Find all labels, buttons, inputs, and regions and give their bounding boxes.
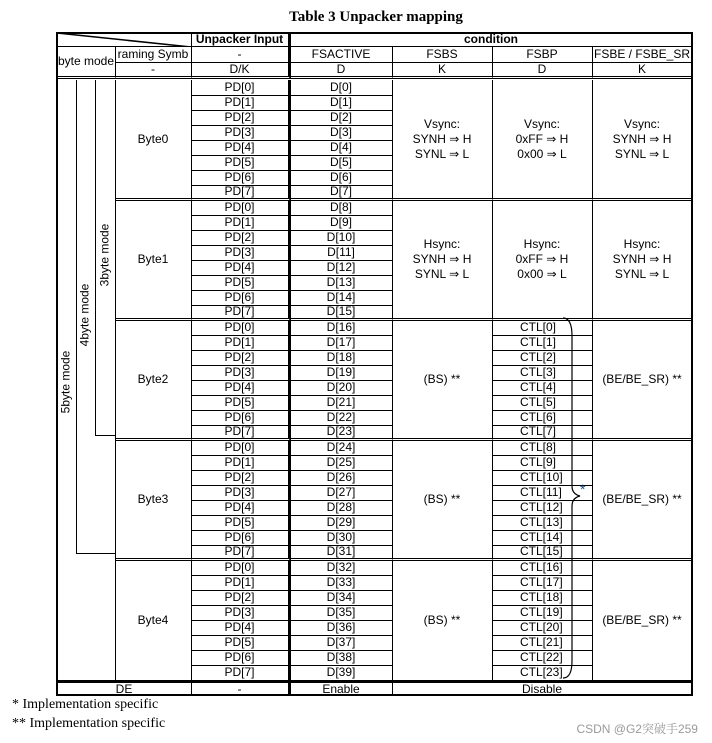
ctl-brace-icon	[562, 316, 592, 686]
fsbe-text: Vsync:	[623, 116, 660, 131]
d-cell: D[37]	[290, 635, 393, 651]
pd-cell: PD[5]	[191, 395, 291, 411]
header-framing-fsbe: FSBE / FSBE_SR	[592, 46, 693, 63]
header-framing-input: -	[191, 46, 291, 63]
header-type-symbol: -	[115, 62, 192, 79]
fsbp-text: Vsync:	[523, 116, 560, 131]
d-cell: D[10]	[290, 230, 393, 246]
ctl-cell: CTL[1]	[492, 335, 593, 351]
d-cell: D[29]	[290, 515, 393, 531]
pd-cell: PD[0]	[191, 80, 291, 96]
d-cell: D[5]	[290, 155, 393, 171]
d-cell: D[38]	[290, 650, 393, 666]
ctl-cell: CTL[20]	[492, 620, 593, 636]
diagonal-line	[57, 33, 191, 47]
fsbp-text: 0x00 ⇒ L	[517, 146, 567, 161]
ctl-cell: CTL[3]	[492, 365, 593, 381]
d-cell: D[0]	[290, 80, 393, 96]
mode-end-4byte	[76, 553, 115, 554]
header-type-fsactive: D	[290, 62, 393, 79]
d-cell: D[19]	[290, 365, 393, 381]
header-type-fsbs: K	[392, 62, 493, 79]
d-cell: D[28]	[290, 500, 393, 516]
pd-cell: PD[6]	[191, 290, 291, 306]
fsbs-text: (BS) **	[423, 371, 461, 386]
header-framing-fsbs: FSBS	[392, 46, 493, 63]
ctl-note-asterisk: *	[580, 481, 586, 497]
ctl-cell: CTL[5]	[492, 395, 593, 411]
fsbs-cell	[392, 200, 493, 321]
pd-cell: PD[3]	[191, 365, 291, 381]
ctl-cell: CTL[22]	[492, 650, 593, 666]
d-cell: D[17]	[290, 335, 393, 351]
fsbe-cell	[592, 320, 693, 441]
ctl-cell: CTL[17]	[492, 575, 593, 591]
header-type-fsbp: D	[492, 62, 593, 79]
header-framing-fsactive: FSACTIVE	[290, 46, 393, 63]
fsbe-text: (BE/BE_SR) **	[602, 371, 682, 386]
fsbe-text: (BE/BE_SR) **	[602, 612, 682, 627]
fsbs-text: (BS) **	[423, 612, 461, 627]
ctl-cell: CTL[8]	[492, 440, 593, 456]
pd-cell: PD[7]	[191, 305, 291, 321]
fsbp-text: 0x00 ⇒ L	[517, 266, 567, 281]
d-cell: D[20]	[290, 380, 393, 396]
header-type-input: D/K	[191, 62, 291, 79]
de-fsactive: Enable	[290, 680, 393, 696]
pd-cell: PD[5]	[191, 635, 291, 651]
header-unpacker-input: Unpacker Input	[191, 33, 291, 47]
fsbs-text: SYNH ⇒ H	[412, 131, 472, 146]
d-cell: D[4]	[290, 140, 393, 156]
fsbs-text: SYNL ⇒ L	[414, 146, 470, 161]
d-cell: D[22]	[290, 410, 393, 426]
d-cell: D[8]	[290, 200, 393, 216]
pd-cell: PD[0]	[191, 560, 291, 576]
fsbs-text: SYNH ⇒ H	[412, 251, 472, 266]
d-cell: D[26]	[290, 470, 393, 486]
ctl-cell: CTL[7]	[492, 425, 593, 441]
pd-cell: PD[0]	[191, 320, 291, 336]
pd-cell: PD[1]	[191, 335, 291, 351]
mode-divider-byte	[115, 80, 116, 680]
fsbp-cell	[492, 200, 593, 321]
d-cell: D[24]	[290, 440, 393, 456]
d-cell: D[30]	[290, 530, 393, 546]
pd-cell: PD[4]	[191, 260, 291, 276]
ctl-cell: CTL[10]	[492, 470, 593, 486]
pd-cell: PD[3]	[191, 125, 291, 141]
d-cell: D[35]	[290, 605, 393, 621]
fsbe-text: Hsync:	[623, 236, 661, 251]
byte-label-cell: Byte0	[115, 80, 192, 201]
d-cell: D[18]	[290, 350, 393, 366]
ctl-cell: CTL[2]	[492, 350, 593, 366]
pd-cell: PD[5]	[191, 155, 291, 171]
pd-cell: PD[4]	[191, 500, 291, 516]
ctl-cell: CTL[15]	[492, 545, 593, 561]
header-diagonal-cell	[57, 33, 192, 47]
d-cell: D[7]	[290, 185, 393, 201]
d-cell: D[14]	[290, 290, 393, 306]
d-cell: D[1]	[290, 95, 393, 111]
header-type-fsbe: K	[592, 62, 693, 79]
pd-cell: PD[5]	[191, 515, 291, 531]
d-cell: D[25]	[290, 455, 393, 471]
fsbs-cell	[392, 560, 493, 681]
ctl-cell: CTL[14]	[492, 530, 593, 546]
fsbs-text: SYNL ⇒ L	[414, 266, 470, 281]
d-cell: D[15]	[290, 305, 393, 321]
footnote-2: ** Implementation specific	[12, 716, 166, 731]
pd-cell: PD[2]	[191, 590, 291, 606]
d-cell: D[36]	[290, 620, 393, 636]
ctl-cell: CTL[16]	[492, 560, 593, 576]
ctl-cell: CTL[23]	[492, 665, 593, 681]
fsbs-cell	[392, 80, 493, 201]
fsbe-cell	[592, 440, 693, 561]
fsbp-cell	[492, 80, 593, 201]
de-disable: Disable	[392, 680, 693, 696]
ctl-cell: CTL[4]	[492, 380, 593, 396]
mode-divider-3byte	[95, 80, 96, 435]
fsbe-cell	[592, 200, 693, 321]
d-cell: D[33]	[290, 575, 393, 591]
ctl-cell: CTL[11]	[492, 485, 593, 501]
fsbp-text: 0xFF ⇒ H	[515, 131, 569, 146]
de-input: -	[191, 680, 291, 696]
pd-cell: PD[6]	[191, 650, 291, 666]
header-framing-symbol: raming Symb	[115, 46, 192, 63]
fsbe-text: (BE/BE_SR) **	[602, 491, 682, 506]
pd-cell: PD[1]	[191, 575, 291, 591]
d-cell: D[13]	[290, 275, 393, 291]
header-byte-mode: byte mode	[57, 46, 116, 79]
d-cell: D[34]	[290, 590, 393, 606]
pd-cell: PD[7]	[191, 185, 291, 201]
fsbs-text: (BS) **	[423, 491, 461, 506]
label-4byte-mode: 4byte mode	[77, 283, 92, 347]
watermark: CSDN @G2突破手259	[576, 722, 698, 736]
pd-cell: PD[7]	[191, 665, 291, 681]
ctl-cell: CTL[19]	[492, 605, 593, 621]
fsbe-text: SYNH ⇒ H	[612, 131, 672, 146]
pd-cell: PD[1]	[191, 215, 291, 231]
pd-cell: PD[0]	[191, 440, 291, 456]
header-framing-fsbp: FSBP	[492, 46, 593, 63]
d-cell: D[6]	[290, 170, 393, 186]
byte-label-cell: Byte3	[115, 440, 192, 561]
header-condition: condition	[290, 33, 693, 47]
pd-cell: PD[3]	[191, 245, 291, 261]
d-cell: D[39]	[290, 665, 393, 681]
pd-cell: PD[7]	[191, 425, 291, 441]
ctl-cell: CTL[18]	[492, 590, 593, 606]
fsbs-cell	[392, 320, 493, 441]
pd-cell: PD[2]	[191, 350, 291, 366]
table-title: Table 3 Unpacker mapping	[289, 9, 463, 25]
pd-cell: PD[1]	[191, 455, 291, 471]
pd-cell: PD[2]	[191, 110, 291, 126]
fsbp-text: Hsync:	[523, 236, 561, 251]
pd-cell: PD[6]	[191, 530, 291, 546]
fsbs-text: Vsync:	[423, 116, 460, 131]
pd-cell: PD[4]	[191, 380, 291, 396]
fsbp-text: 0xFF ⇒ H	[515, 251, 569, 266]
pd-cell: PD[0]	[191, 200, 291, 216]
ctl-cell: CTL[9]	[492, 455, 593, 471]
d-cell: D[27]	[290, 485, 393, 501]
d-cell: D[9]	[290, 215, 393, 231]
ctl-cell: CTL[6]	[492, 410, 593, 426]
ctl-cell: CTL[21]	[492, 635, 593, 651]
d-cell: D[3]	[290, 125, 393, 141]
label-5byte-mode: 5byte mode	[58, 350, 73, 414]
pd-cell: PD[3]	[191, 485, 291, 501]
d-cell: D[16]	[290, 320, 393, 336]
ctl-cell: CTL[12]	[492, 500, 593, 516]
pd-cell: PD[2]	[191, 470, 291, 486]
byte-label-cell: Byte2	[115, 320, 192, 441]
pd-cell: PD[6]	[191, 410, 291, 426]
byte-label-cell: Byte1	[115, 200, 192, 321]
fsbe-text: SYNL ⇒ L	[614, 266, 670, 281]
ctl-cell: CTL[13]	[492, 515, 593, 531]
d-cell: D[21]	[290, 395, 393, 411]
de-label: DE	[57, 680, 192, 696]
pd-cell: PD[4]	[191, 620, 291, 636]
ctl-cell: CTL[0]	[492, 320, 593, 336]
byte-label-cell: Byte4	[115, 560, 192, 681]
d-cell: D[32]	[290, 560, 393, 576]
d-cell: D[2]	[290, 110, 393, 126]
d-cell: D[31]	[290, 545, 393, 561]
pd-cell: PD[7]	[191, 545, 291, 561]
pd-cell: PD[1]	[191, 95, 291, 111]
d-cell: D[11]	[290, 245, 393, 261]
fsbs-text: Hsync:	[423, 236, 461, 251]
pd-cell: PD[5]	[191, 275, 291, 291]
pd-cell: PD[2]	[191, 230, 291, 246]
pd-cell: PD[6]	[191, 170, 291, 186]
d-cell: D[12]	[290, 260, 393, 276]
fsbe-cell	[592, 80, 693, 201]
pd-cell: PD[3]	[191, 605, 291, 621]
label-3byte-mode: 3byte mode	[97, 223, 112, 287]
fsbs-cell	[392, 440, 493, 561]
footnote-1: * Implementation specific	[12, 697, 159, 712]
fsbe-text: SYNL ⇒ L	[614, 146, 670, 161]
mode-end-3byte	[95, 435, 115, 436]
pd-cell: PD[4]	[191, 140, 291, 156]
fsbe-cell	[592, 560, 693, 681]
fsbe-text: SYNH ⇒ H	[612, 251, 672, 266]
d-cell: D[23]	[290, 425, 393, 441]
